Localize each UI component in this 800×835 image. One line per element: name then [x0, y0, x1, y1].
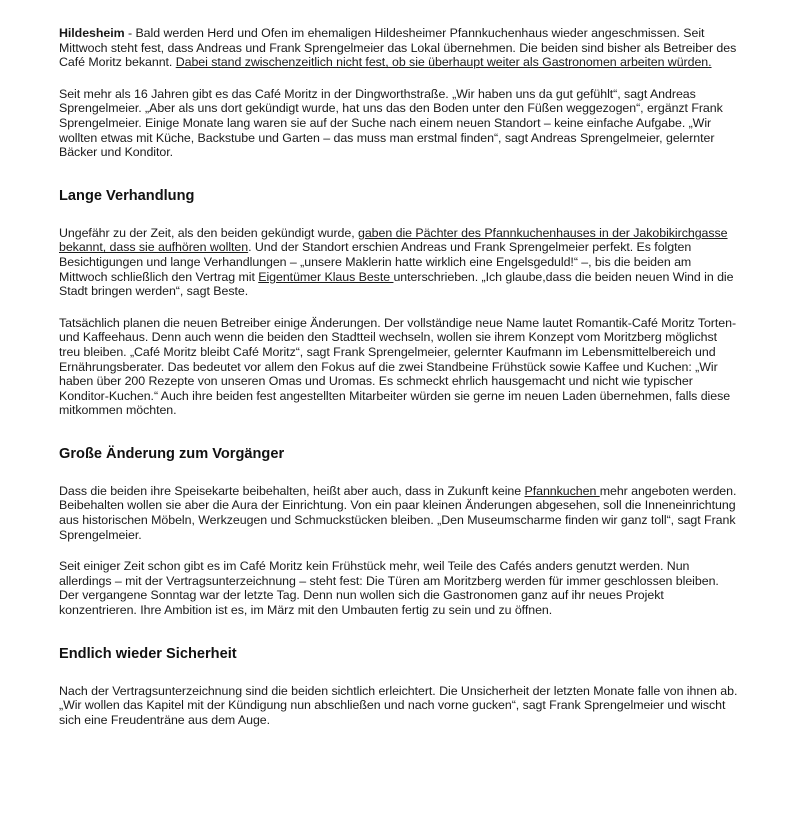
speisekarte-text-a: Dass die beiden ihre Speisekarte beibehalten, heißt aber auch, dass in Zukunft keine	[59, 483, 525, 498]
link-pfannkuchen[interactable]: Pfannkuchen	[524, 483, 600, 498]
heading-grosse-aenderung: Große Änderung zum Vorgänger	[59, 445, 285, 462]
heading-endlich-sicherheit: Endlich wieder Sicherheit	[59, 645, 237, 662]
link-gastronomen-uncertainty[interactable]: Dabei stand zwischenzeitlich nicht fest, ob sie überhaupt weiter als Gastronomen arbeiten würden.	[175, 55, 712, 70]
speisekarte-text-b: mehr angeboten werden. Beibehalten wollen sie aber die Aura der Einrichtung. Von ein paar kleinen Änderungen abgesehen, soll die Inneneinrichtung aus historischen Möbeln, Werkzeugen und Schmuckstücken bleiben. „Den Museumscharme finden wir ganz toll“, sagt Frank Sprengelmeier.	[59, 483, 737, 542]
link-paechter-pfannkuchenhaus[interactable]: gaben die Pächter des Pfannkuchenhauses in der Jakobikirchgasse bekannt, dass sie aufhören wollten	[59, 225, 728, 255]
dateline-location: Hildesheim	[59, 26, 125, 40]
paragraph-negotiation	[59, 226, 740, 299]
paragraph-moritzberg-closing: Seit einiger Zeit schon gibt es im Café Moritz kein Frühstück mehr, weil Teile des Cafés anders genutzt werden. Nun allerdings – mit der Vertragsunterzeichnung – steht fest: Die Türen am Moritzberg werden für immer geschlossen bleiben. Der vergangene Sonntag war der letzte Tag. Denn nun wollen sich die Gastronomen ganz auf ihr neues Projekt konzentrieren. Ihre Ambition ist es, im März mit den Umbauten fertig zu sein und zu öffnen.	[59, 559, 719, 618]
negotiation-text-b: . Und der Standort erschien Andreas und Frank Sprengelmeier perfekt. Es folgten Besichtigungen und lange Verhandlungen – „unsere Maklerin hatte wirklich eine Engelsgeduld!“ –, bis die beiden am Mittwoch schließlich den Vertrag mit	[59, 240, 692, 284]
paragraph-new-name: Tatsächlich planen die neuen Betreiber einige Änderungen. Der vollständige neue Name lautet Romantik-Café Moritz Torten- und Kaffeehaus. Denn auch wenn die beiden den Stadtteil wechseln, wollen sie ihrem Konzept vom Moritzberg möglichst treu bleiben. „Café Moritz bleibt Café Moritz“, sagt Frank Sprengelmeier, gelernter Kaufmann im Lebensmittelbereich und Ernährungsberater. Das bedeutet vor allem den Fokus auf die zwei Standbeine Frühstück sowie Kaffee und Kuchen: „Wir haben über 200 Rezepte von unseren Omas und Uromas. Es schmeckt ehrlich hausgemacht und nicht wie typischer Konditor-Kuchen.“ Auch ihre beiden fest angestellten Mitarbeiter würden sie gerne im neuen Laden übernehmen, falls diese mitkommen möchten.	[59, 315, 737, 418]
paragraph-intro	[59, 26, 740, 70]
negotiation-text-a: Ungefähr zu der Zeit, als den beiden gekündigt wurde,	[59, 225, 358, 240]
heading-lange-verhandlung: Lange Verhandlung	[59, 187, 195, 204]
link-eigentuemer-klaus-beste[interactable]: Eigentümer Klaus Beste	[258, 269, 394, 284]
paragraph-speisekarte	[59, 484, 740, 542]
negotiation-text-c: unterschrieben. „Ich glaube,dass die beiden neuen Wind in die Stadt bringen werden“, sagt Beste.	[59, 269, 734, 299]
paragraph-cafe-moritz-history: Seit mehr als 16 Jahren gibt es das Café Moritz in der Dingworthstraße. „Wir haben uns da gut gefühlt“, sagt Andreas Sprengelmeier. „Aber als uns dort gekündigt wurde, hat uns das den Boden unter den Füßen weggezogen“, ergänzt Frank Sprengelmeier. Einige Monate lang waren sie auf der Suche nach einem neuen Standort – keine einfache Aufgabe. „Wir wollten etwas mit Küche, Backstube und Garten – das muss man erstmal finden“, sagt Andreas Sprengelmeier, gelernter Bäcker und Konditor.	[59, 86, 723, 160]
paragraph-relief: Nach der Vertragsunterzeichnung sind die beiden sichtlich erleichtert. Die Unsicherheit der letzten Monate falle von ihnen ab. „Wir wollen das Kapitel mit der Kündigung nun abschließen und nach vorne gucken“, sagt Frank Sprengelmeier und wischt sich eine Freudenträne aus dem Auge.	[59, 683, 738, 727]
intro-text: - Bald werden Herd und Ofen im ehemaligen Hildesheimer Pfannkuchenhaus wieder angeschmissen. Seit Mittwoch steht fest, dass Andreas und Frank Sprengelmeier das Lokal übernehmen. Die beiden sind bisher als Betreiber des Café Moritz bekannt.	[59, 26, 737, 70]
